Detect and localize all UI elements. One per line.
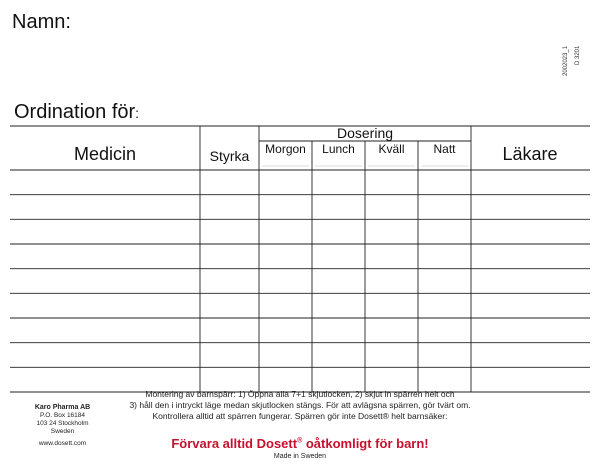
header-morgon: Morgon <box>265 142 306 156</box>
instructions-line-2: 3) håll den i intryckt läge medan skjutlocken stängs. För att avlägsna spärren, gör tvärt om. <box>129 400 471 410</box>
warning-text <box>118 436 482 451</box>
warning-registered: ® <box>297 437 303 445</box>
ordination-colon: : <box>135 105 140 121</box>
made-in: Made in Sweden <box>273 453 327 460</box>
instructions-line-1: Montering av barnspärr: 1) Öppna alla 7+1 skjutlocken, 2) skjut in spärren helt och <box>145 389 455 399</box>
instructions <box>118 389 482 422</box>
form-code-1: 2002023_1 <box>563 45 569 76</box>
header-dosering: Dosering <box>336 125 394 141</box>
website: www.dosett.com <box>38 440 87 447</box>
header-kvall: Kväll <box>378 142 405 156</box>
warning-prefix: Förvara alltid Dosett <box>171 436 298 451</box>
company-address <box>20 404 105 448</box>
instructions-line-3: Kontrollera alltid att spärren fungerar. Spärren gör inte Dosett® helt barnsäker: <box>152 411 448 421</box>
address-line-1: P.O. Box 16184 <box>39 412 86 419</box>
name-label: Namn: <box>12 11 71 33</box>
warning-suffix: oåtkomligt för barn! <box>302 436 429 451</box>
header-styrka: Styrka <box>209 148 250 164</box>
address-line-2: 103 24 Stockholm <box>36 420 89 427</box>
header-natt: Natt <box>433 142 456 156</box>
header-medicin: Medicin <box>73 144 137 164</box>
header-lakare: Läkare <box>502 144 558 164</box>
company-name: Karo Pharma AB <box>34 404 91 411</box>
ordination-text: Ordination för <box>14 101 136 123</box>
address-country: Sweden <box>50 428 75 435</box>
header-lunch: Lunch <box>322 142 355 156</box>
form-code-2: D 3201 <box>575 45 581 65</box>
